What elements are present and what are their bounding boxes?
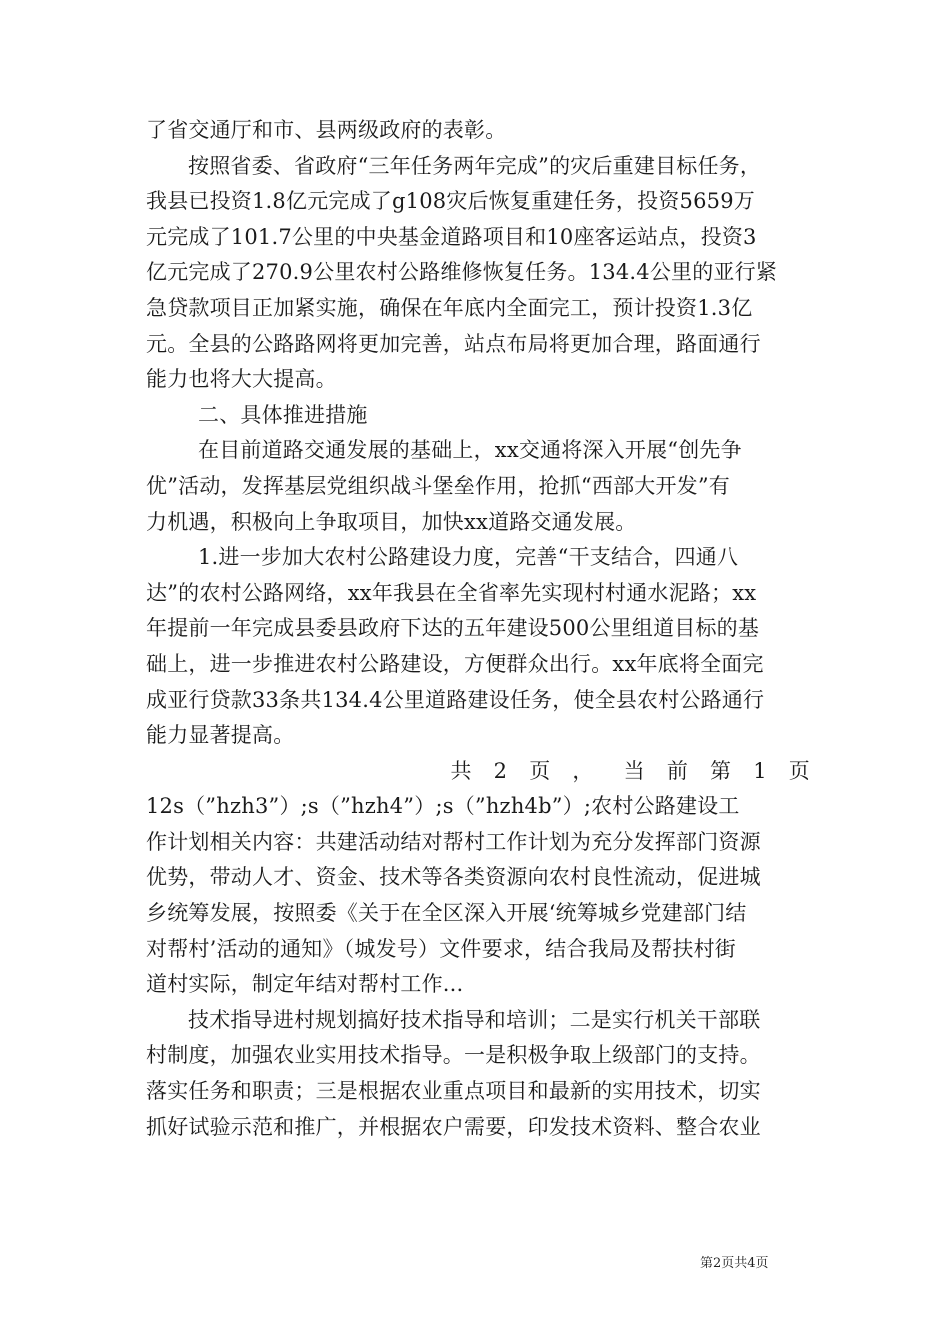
text-line: 元完成了101.7公里的中央基金道路项目和10座客运站点，投资3	[146, 224, 757, 249]
text-line: 亿元完成了270.9公里农村公路维修恢复任务。134.4公里的亚行紧	[146, 260, 778, 285]
text-line: 技术指导进村规划搞好技术指导和培训；二是实行机关干部联	[188, 1007, 761, 1032]
text-line: 年提前一年完成县委县政府下达的五年建设500公里组道目标的基	[146, 616, 760, 641]
text-line: 能力也将大大提高。	[146, 367, 337, 392]
page-marker-char: 页	[788, 758, 810, 783]
text-line: 了省交通厅和市、县两级政府的表彰。	[146, 118, 507, 142]
text-line: 1.进一步加大农村公路建设力度，完善“干支结合，四通八	[198, 545, 739, 570]
text-line: 优势，带动人才、资金、技术等各类资源向农村良性流动，促进城	[146, 865, 761, 890]
text-line: 能力显著提高。	[146, 723, 295, 748]
page-marker-char: 1	[753, 758, 767, 783]
text-line: 道村实际，制定年结对帮村工作...	[146, 972, 464, 997]
text-line: 抓好试验示范和推广，并根据农户需要，印发技术资料、整合农业	[146, 1114, 761, 1139]
text-line: 元。全县的公路路网将更加完善，站点布局将更加合理，路面通行	[146, 331, 761, 356]
text-line: 在目前道路交通发展的基础上，xx交通将深入开展“创先争	[198, 438, 742, 463]
text-line: 急贷款项目正加紧实施，确保在年底内全面完工，预计投资1.3亿	[146, 295, 753, 320]
section-heading: 二、具体推进措施	[198, 402, 368, 427]
text-line: 优”活动，发挥基层党组织战斗堡垒作用，抢抓“西部大开发”有	[146, 473, 731, 498]
page-marker-char: 2	[493, 758, 508, 783]
text-line: 落实任务和职责；三是根据农业重点项目和最新的实用技术，切实	[146, 1079, 761, 1104]
text-line: 对帮村’活动的通知》（城发号）文件要求，结合我局及帮扶村街	[146, 936, 736, 961]
text-line: 成亚行贷款33条共134.4公里道路建设任务，使全县农村公路通行	[146, 687, 765, 712]
page-marker-char: 页	[529, 758, 551, 783]
text-line: 达”的农村公路网络，xx年我县在全省率先实现村村通水泥路；xx	[146, 580, 757, 605]
text-line: 按照省委、省政府“三年任务两年完成”的灾后重建目标任务，	[188, 153, 762, 178]
text-line: 础上，进一步推进农村公路建设，方便群众出行。xx年底将全面完	[146, 651, 764, 676]
page-footer: 第2页共4页	[700, 1256, 769, 1271]
text-line: 12s（”hzh3”）;s（”hzh4”）;s（”hzh4b”）;农村公路建设工	[146, 794, 740, 819]
document-body	[146, 113, 810, 1145]
page-marker	[146, 754, 810, 790]
page-marker-char: 前	[666, 758, 689, 783]
page-marker-char: 第	[710, 758, 732, 783]
text-line: 力机遇，积极向上争取项目，加快xx道路交通发展。	[146, 509, 637, 534]
text-line: 作计划相关内容：共建活动结对帮村工作计划为充分发挥部门资源	[146, 829, 761, 854]
page-marker-char: ，	[572, 758, 594, 783]
page-marker-char: 当	[623, 758, 645, 783]
text-line: 我县已投资1.8亿元完成了g108灾后恢复重建任务，投资5659万	[146, 189, 755, 214]
text-line: 村制度，加强农业实用技术指导。一是积极争取上级部门的支持。	[146, 1043, 761, 1068]
page-marker-char: 共	[450, 758, 472, 783]
text-line: 乡统筹发展，按照委《关于在全区深入开展‘统筹城乡党建部门结	[146, 901, 747, 926]
